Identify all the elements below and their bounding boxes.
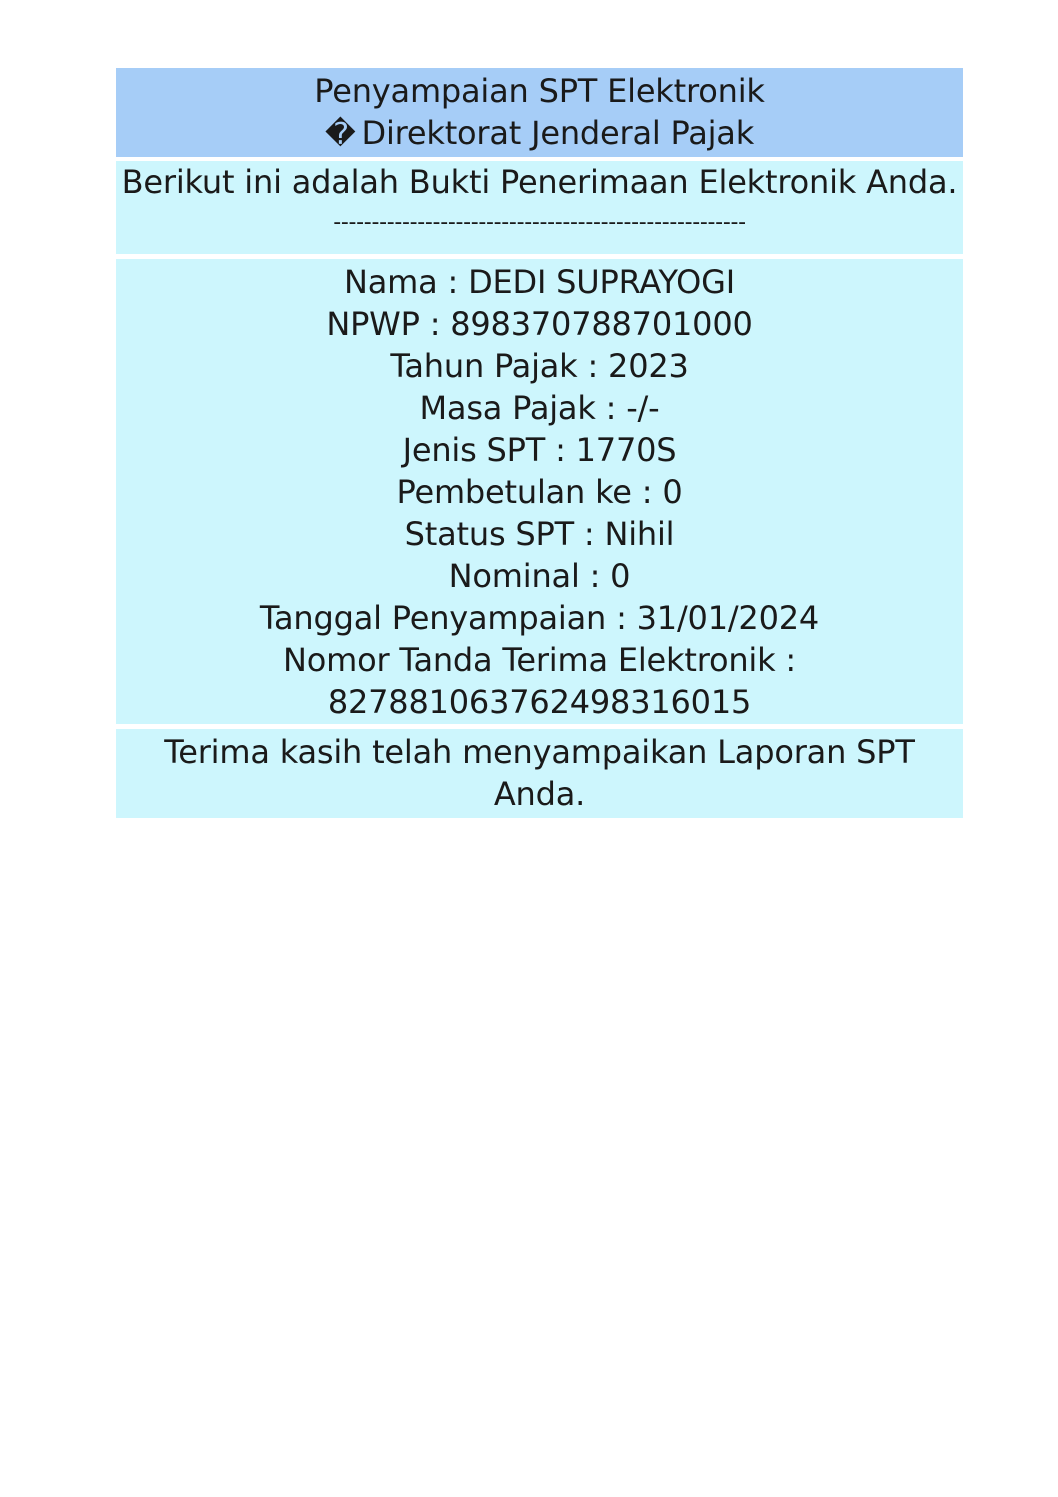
footer-section xyxy=(116,729,963,818)
detail-npwp: NPWP : 898370788701000 xyxy=(326,305,753,343)
detail-ntte-value: 827881063762498316015 xyxy=(327,683,752,721)
receipt-title: Penyampaian SPT Elektronik xyxy=(314,72,765,110)
receipt-subtitle: Direktorat Jenderal Pajak xyxy=(361,114,755,152)
intro-text: Berikut ini adalah Bukti Penerimaan Elektronik Anda. xyxy=(121,163,958,201)
separator-line: ------------------------------------------------------ xyxy=(333,210,746,235)
detail-jenis-spt: Jenis SPT : 1770S xyxy=(402,431,677,469)
receipt-header xyxy=(116,68,963,157)
detail-nominal: Nominal : 0 xyxy=(448,557,631,595)
detail-tahun-pajak: Tahun Pajak : 2023 xyxy=(390,347,689,385)
receipt xyxy=(116,68,963,818)
diamond-question-icon: � xyxy=(324,117,356,152)
receipt-subtitle-line xyxy=(116,112,963,156)
detail-tanggal-penyampaian: Tanggal Penyampaian : 31/01/2024 xyxy=(259,599,820,637)
detail-status-spt: Status SPT : Nihil xyxy=(404,515,675,553)
detail-pembetulan: Pembetulan ke : 0 xyxy=(396,473,683,511)
footer-text: Terima kasih telah menyampaikan Laporan SPT Anda. xyxy=(164,733,915,813)
intro-section xyxy=(116,161,963,254)
details-section xyxy=(116,259,963,724)
detail-masa-pajak: Masa Pajak : -/- xyxy=(419,389,660,427)
detail-nama: Nama : DEDI SUPRAYOGI xyxy=(344,263,735,301)
detail-ntte-label: Nomor Tanda Terima Elektronik : xyxy=(283,641,796,679)
